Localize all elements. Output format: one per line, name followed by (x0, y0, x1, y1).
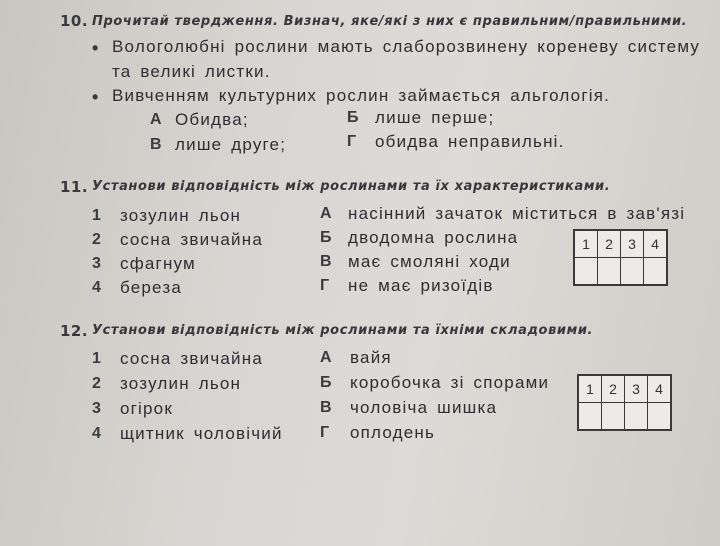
q11-left-3-text: сфагнум (120, 254, 196, 273)
q10-bullet-2: • (92, 87, 99, 107)
q11-left-2-label: 2 (92, 231, 101, 248)
q11-left-3-label: 3 (92, 255, 101, 272)
q11-answer-header-2: 2 (598, 230, 621, 258)
q11-right-c-label: В (320, 253, 332, 270)
q11-right-d-label: Г (320, 277, 330, 294)
q12-prompt: Установи відповідність між рослинами та їхніми складовими. (92, 323, 594, 338)
q12-answer-header-2: 2 (602, 375, 625, 403)
q10-statement-1: Вологолюбні рослини мають слаборозвинену кореневу систему (112, 37, 701, 56)
q10-statement-1-cont: та великі листки. (112, 62, 271, 81)
q11-right-d-text: не має ризоїдів (348, 276, 494, 295)
q12-right-a-label: А (320, 349, 332, 366)
q12-right-b-label: Б (320, 374, 332, 391)
q12-right-a-text: вайя (350, 348, 392, 367)
q11-left-2-text: сосна звичайна (120, 230, 263, 249)
q12-answer-table (577, 374, 672, 431)
q12-left-3-text: огірок (120, 399, 173, 418)
q12-answer-cell-3[interactable] (625, 403, 648, 431)
q11-answer-header-3: 3 (621, 230, 644, 258)
q12-right-d-text: оплодень (350, 423, 436, 442)
q11-right-a-label: А (320, 205, 332, 222)
q12-answer-header-1: 1 (578, 375, 602, 403)
q10-option-c-label: В (150, 136, 162, 153)
q12-answer-cell-1[interactable] (578, 403, 602, 431)
q11-right-b-text: дводомна рослина (348, 228, 519, 247)
q12-left-1-label: 1 (92, 350, 101, 367)
q11-left-1-text: зозулин льон (120, 206, 242, 225)
q11-left-4-text: береза (120, 278, 182, 297)
q10-option-a-text: Обидва; (175, 110, 249, 129)
q12-left-4-text: щитник чоловічий (120, 424, 283, 443)
q10-option-a-label: А (150, 111, 162, 128)
q10-option-b-text: лише перше; (375, 108, 495, 127)
q12-number: 12. (60, 322, 89, 340)
q12-answer-cell-4[interactable] (648, 403, 672, 431)
q11-answer-cell-4[interactable] (644, 258, 668, 286)
q12-answer-cell-2[interactable] (602, 403, 625, 431)
q10-option-b-label: Б (347, 109, 359, 126)
q10-statement-2: Вивченням культурних рослин займається альгологія. (112, 86, 611, 105)
q11-answer-cell-3[interactable] (621, 258, 644, 286)
q10-number: 10. (60, 12, 89, 30)
q12-right-c-label: В (320, 399, 332, 416)
q11-answer-header-4: 4 (644, 230, 668, 258)
q11-answer-cell-2[interactable] (598, 258, 621, 286)
q12-right-b-text: коробочка зі спорами (350, 373, 550, 392)
q12-left-2-label: 2 (92, 375, 101, 392)
q12-left-4-label: 4 (92, 425, 101, 442)
q11-left-1-label: 1 (92, 207, 101, 224)
q10-bullet-1: • (92, 38, 99, 58)
q12-left-1-text: сосна звичайна (120, 349, 263, 368)
q11-answer-header-1: 1 (574, 230, 598, 258)
q11-left-4-label: 4 (92, 279, 101, 296)
q10-option-c-text: лише друге; (175, 135, 287, 154)
q12-right-d-label: Г (320, 424, 330, 441)
q12-answer-header-3: 3 (625, 375, 648, 403)
q12-answer-header-4: 4 (648, 375, 672, 403)
q11-number: 11. (60, 178, 89, 196)
q11-right-c-text: має смоляні ходи (348, 252, 511, 271)
q11-right-b-label: Б (320, 229, 332, 246)
q10-option-d-text: обидва неправильні. (375, 132, 565, 151)
q11-right-a-text: насінний зачаток міститься в зав'язі (348, 204, 686, 223)
q11-prompt: Установи відповідність між рослинами та їх характеристиками. (92, 179, 611, 194)
q12-right-c-text: чоловіча шишка (350, 398, 498, 417)
q10-prompt: Прочитай твердження. Визнач, яке/які з них є правильним/правильними. (92, 14, 688, 29)
q11-answer-cell-1[interactable] (574, 258, 598, 286)
q12-left-3-label: 3 (92, 400, 101, 417)
q11-answer-table (573, 229, 668, 286)
q12-left-2-text: зозулин льон (120, 374, 242, 393)
q10-option-d-label: Г (347, 133, 357, 150)
